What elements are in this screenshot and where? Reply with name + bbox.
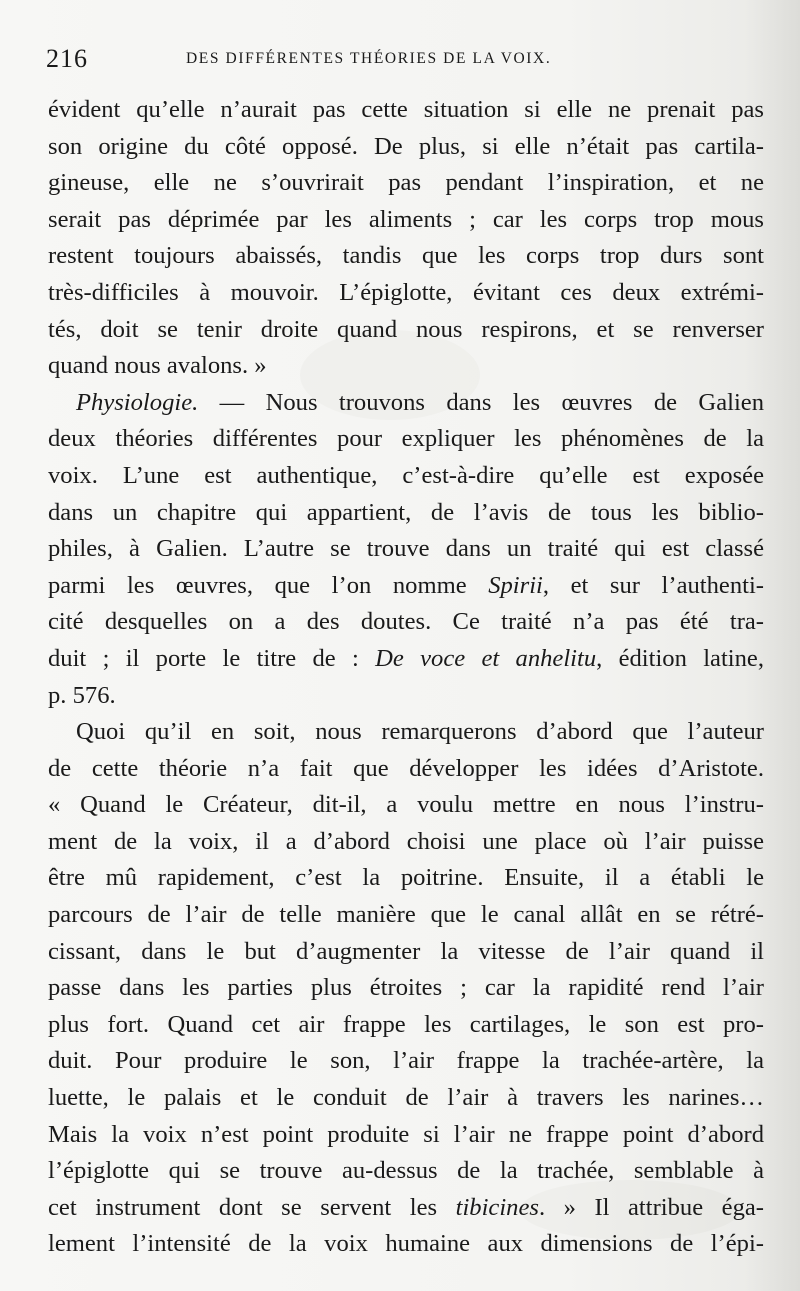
text-run: ment de la voix, il a d’abord choisi une place où l’air puisse [48,827,764,855]
text-line [48,970,764,1007]
running-head: DES DIFFÉRENTES THÉORIES DE LA VOIX. [186,50,552,67]
text-run: quand nous avalons. » [48,352,267,380]
text-run: Quoi qu’il en soit, nous remarquerons d’abord que l’auteur [76,718,764,746]
text-run: être mû rapidement, c’est la poitrine. Ensuite, il a établi le [48,864,764,892]
text-line [48,495,764,532]
text-line [48,165,764,202]
text-line [48,934,764,971]
text-line [48,129,764,166]
text-run: p. 576. [48,681,116,709]
text-line [48,678,764,715]
text-line [48,1190,764,1227]
text-run: restent toujours abaissés, tandis que les corps trop durs sont [48,242,764,270]
text-run: , et sur l’authenti- [542,571,764,599]
text-run: voix. L’une est authentique, c’est-à-dire qu’elle est exposée [48,461,764,489]
text-run: luette, le palais et le conduit de l’air à travers les narines… [48,1084,764,1112]
text-run: « Quand le Créateur, dit-il, a voulu mettre en nous l’instru- [48,791,764,819]
text-run: serait pas déprimée par les aliments ; car les corps trop mous [48,205,764,233]
text-run: l’épiglotte qui se trouve au-dessus de la trachée, semblable à [48,1157,764,1185]
text-run: duit ; il porte le titre de : [48,644,376,672]
text-line [48,458,764,495]
text-line [48,1117,764,1154]
text-line [48,312,764,349]
text-run: passe dans les parties plus étroites ; car la rapidité rend l’air [48,974,764,1002]
text-run: parcours de l’air de telle manière que le canal allât en se rétré- [48,901,764,929]
text-run: évident qu’elle n’aurait pas cette situation si elle ne prenait pas [48,96,764,123]
text-run: duit. Pour produire le son, l’air frappe la trachée-artère, la [48,1047,764,1075]
text-run: Mais la voix n’est point produite si l’air ne frappe point d’abord [48,1120,764,1148]
text-line [48,92,764,129]
text-line [48,824,764,861]
text-line [48,751,764,788]
text-run: de cette théorie n’a fait que développer les idées d’Aristote. [48,754,764,782]
text-line [48,1043,764,1080]
text-line [48,1153,764,1190]
italic-text: De voce et anhelitu [375,644,597,672]
text-run: tés, doit se tenir droite quand nous respirons, et se renverser [48,315,764,343]
text-run: cité desquelles on a des doutes. Ce traité n’a pas été tra- [48,608,764,636]
text-line [48,1080,764,1117]
text-line [48,385,764,422]
italic-text: tibicines [455,1193,539,1221]
text-line [48,421,764,458]
text-run: parmi les œuvres, que l’on nomme [48,571,489,599]
text-run: lement l’intensité de la voix humaine aux dimensions de l’épi- [48,1230,764,1258]
text-run: cet instrument dont se servent les [48,1193,456,1221]
italic-text: Physiologie. [76,388,199,416]
text-run: philes, à Galien. L’autre se trouve dans un traité qui est classé [48,535,764,563]
text-run: dans un chapitre qui appartient, de l’avis de tous les biblio- [48,498,764,526]
text-line [48,714,764,751]
text-line [48,275,764,312]
text-line [48,641,764,678]
text-line [48,860,764,897]
text-run: son origine du côté opposé. De plus, si elle n’était pas cartila- [48,132,764,160]
page-number: 216 [46,44,88,73]
text-run: gineuse, elle ne s’ouvrirait pas pendant l’inspiration, et ne [48,169,764,197]
text-line [48,531,764,568]
text-line [48,202,764,239]
text-run: très-difficiles à mouvoir. L’épiglotte, évitant ces deux extrémi- [48,278,764,306]
text-line [48,897,764,934]
text-line [48,787,764,824]
text-run: cissant, dans le but d’augmenter la vitesse de l’air quand il [48,937,764,965]
text-run: — Nous trouvons dans les œuvres de Galien [198,388,764,416]
text-line [48,1007,764,1044]
page-header [46,44,766,84]
text-run: plus fort. Quand cet air frappe les cartilages, le son est pro- [48,1010,764,1038]
text-line [48,1226,764,1263]
text-run: , édition latine, [596,644,764,672]
text-run: deux théories différentes pour expliquer les phénomènes de la [48,425,764,453]
body-text [48,92,764,1263]
text-line [48,348,764,385]
text-line [48,568,764,605]
italic-text: Spirii [488,571,543,599]
text-line [48,604,764,641]
text-line [48,238,764,275]
text-run: . » Il attribue éga- [538,1193,764,1221]
